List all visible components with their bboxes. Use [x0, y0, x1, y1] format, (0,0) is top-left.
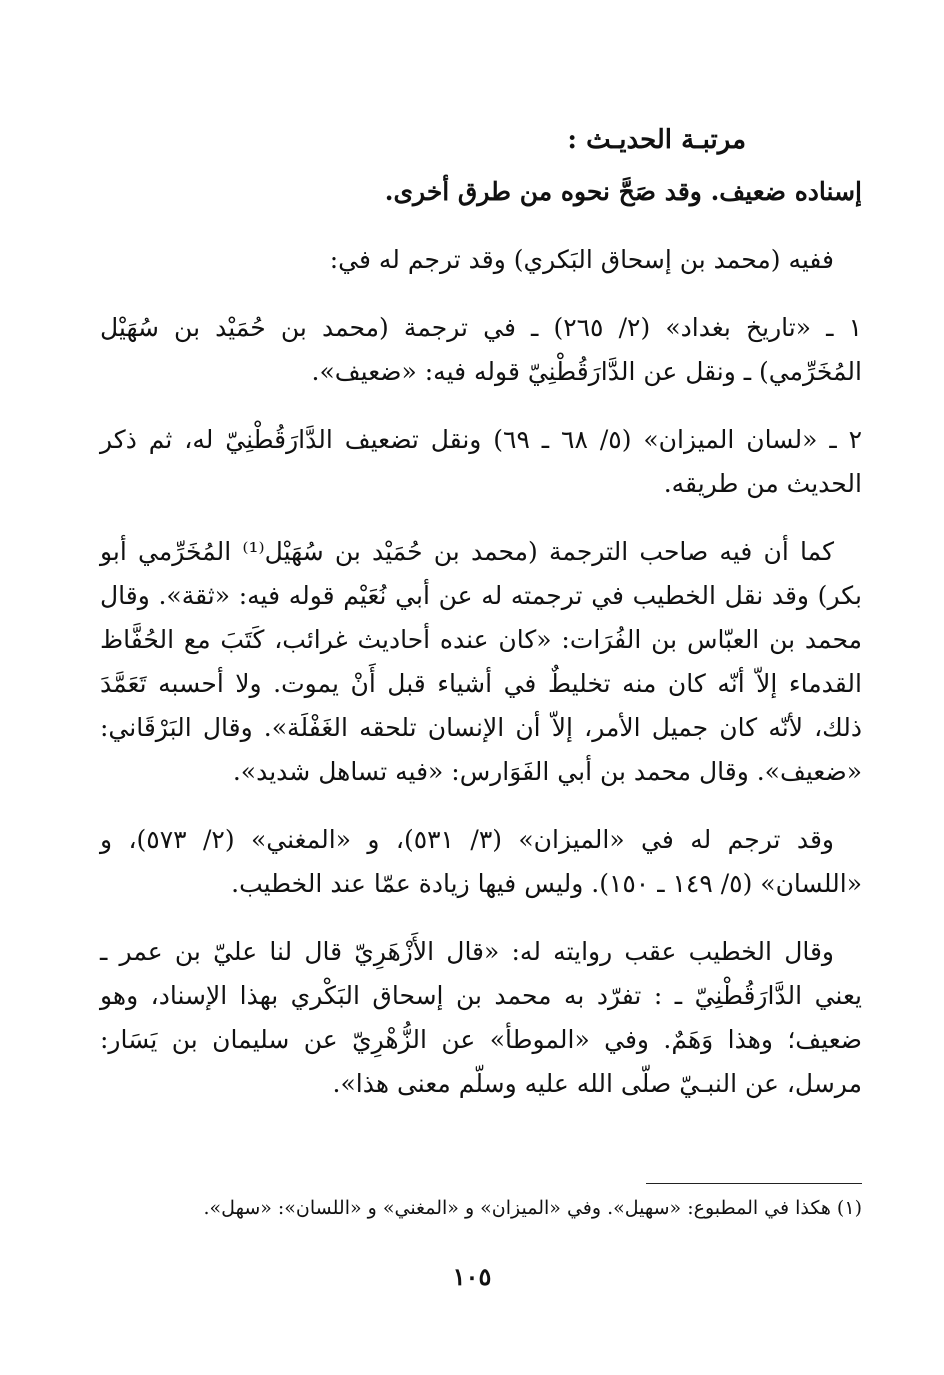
grading-statement: إسناده ضعيف. وقد صَحَّ نحوه من طرق أخرى. — [384, 177, 862, 206]
source-item-1: ١ ـ «تاريخ بغداد» (٢/ ٢٦٥) ـ في ترجمة (محمد بن حُمَيْد بن سُهَيْل المُخَرِّمي) ـ ونقل عن الدَّارَقُطْنِيّ قوله فيه: «ضعيف». — [100, 313, 863, 386]
intro-paragraph: ففيه (محمد بن إسحاق البَكري) وقد ترجم له في: — [329, 245, 834, 274]
page-number: ١٠٥ — [452, 1262, 492, 1291]
footnote-divider — [646, 1183, 862, 1184]
source-item-2: ٢ ـ «لسان الميزان» (٥/ ٦٨ ـ ٦٩) ونقل تضعيف الدَّارَقُطْنِيّ له، ثم ذكر الحديث من طريقه. — [100, 425, 863, 498]
body-paragraph-1: كما أن فيه صاحب الترجمة (محمد بن حُمَيْد بن سُهَيْل⁽¹⁾ المُخَرِّمي أبو بكر) وقد نقل الخطيب في ترجمته له عن أبي نُعَيْم قوله فيه: «ثقة». وقال محمد بن العبّاس بن الفُرَات: «كان عنده أحاديث غرائب، كَتَبَ مع الحُفَّاظ القدماء إلاّ أنّه كان منه تخليطٌ في أشياء قبل أَنْ يموت. ولا أحسبه تَعَمَّدَ ذلك، لأنّه كان جميل الأمر، إلاّ أن الإنسان تلحقه الغَفْلَة». وقال البَرْقَاني: «ضعيف». وقال محمد بن أبي الفَوَارس: «فيه تساهل شديد». — [100, 537, 862, 786]
section-heading: مرتبـة الحديـث : — [567, 125, 746, 155]
footnote: (١) هكذا في المطبوع: «سهيل». وفي «الميزان» و «المغني» و «اللسان»: «سهل». — [203, 1197, 862, 1219]
body-paragraph-2: وقد ترجم له في «الميزان» (٣/ ٥٣١)، و «المغني» (٢/ ٥٧٣)، و «اللسان» (٥/ ١٤٩ ـ ١٥٠). وليس فيها زيادة عمّا عند الخطيب. — [100, 825, 862, 898]
main-text — [100, 118, 862, 1130]
body-paragraph-3: وقال الخطيب عقب روايته له: «قال الأَزْهَرِيّ قال لنا عليّ بن عمر ـ يعني الدَّارَقُطْنِيّ ـ : تفرّد به محمد بن إسحاق البَكْري بهذا الإسناد، وهو ضعيف؛ وهذا وَهَمٌ. وفي «الموطأ» عن الزُّهْرِيّ عن سليمان بن يَسَار: مرسل، عن النبـيّ صلّى الله عليه وسلّم معنى هذا». — [100, 937, 862, 1098]
